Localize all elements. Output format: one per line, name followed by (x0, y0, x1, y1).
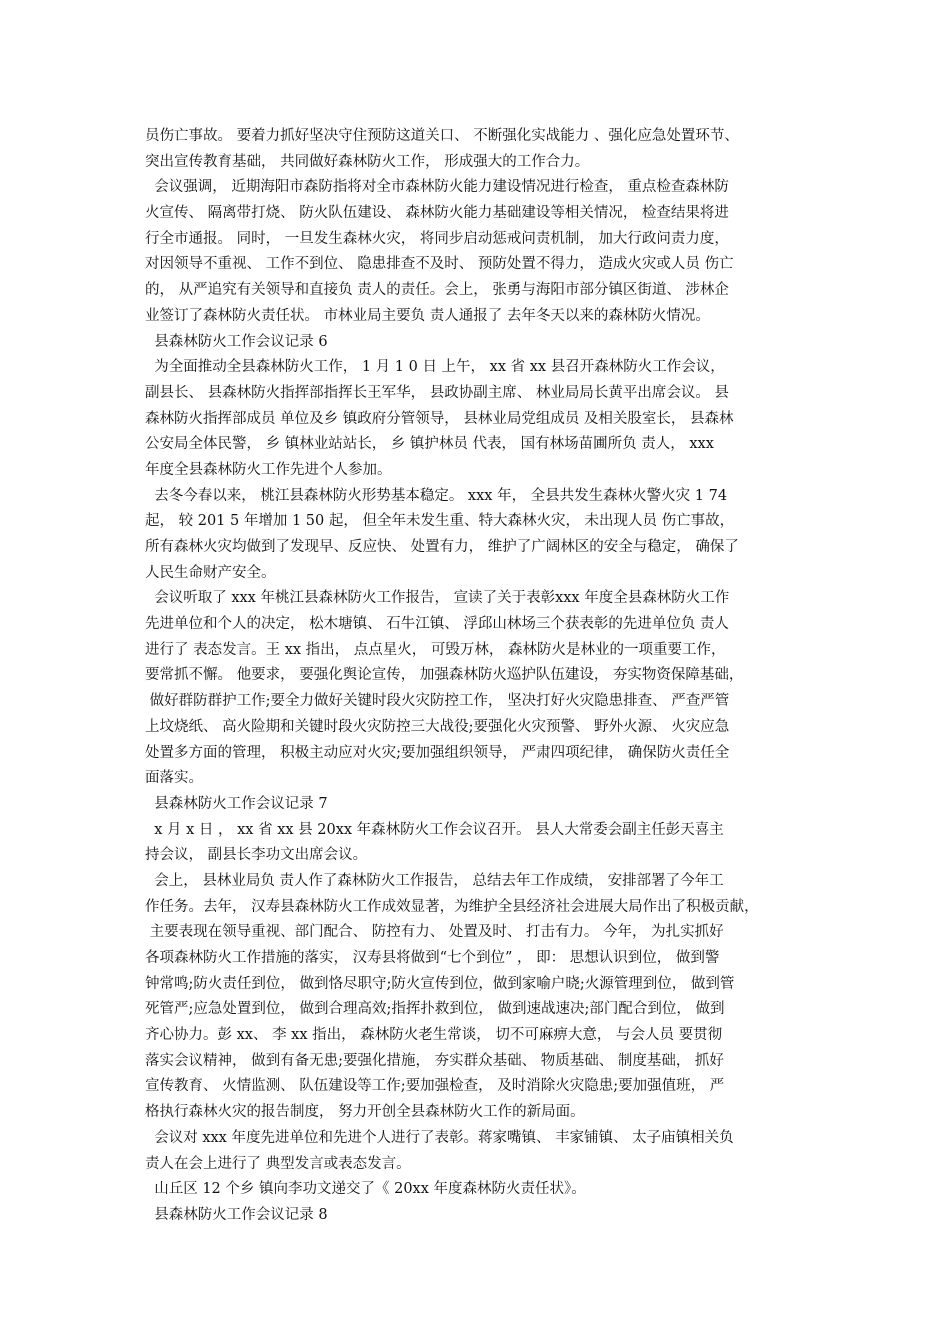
text-line: 先进单位和个人的决定， 松木塘镇、 石牛江镇、 浮邱山林场三个获表彰的先进单位负 责人 (145, 616, 729, 633)
text-line: 山丘区 12 个乡 镇向李功文递交了《 20xx 年度森林防火责任状》。 (145, 1181, 586, 1198)
text-line: 去冬今春以来， 桃江县森林防火形势基本稳定。 xxx 年， 全县共发生森林火警火灾 1 74 (145, 487, 728, 504)
document-body (145, 124, 817, 1229)
text-line: 各项森林防火工作措施的落实， 汉寿县将做到“七个到位” ， 即： 思想认识到位， 做到警 (145, 950, 720, 966)
text-line: 处置多方面的管理， 积极主动应对火灾;要加强组织领导， 严肃四项纪律， 确保防火责任全 (145, 744, 730, 761)
text-line: 人民生命财产安全。 (145, 564, 276, 581)
text-line: 齐心协力。彭 xx、 李 xx 指出， 森林防火老生常谈， 切不可麻痹大意， 与会人员 要贯彻 (145, 1027, 723, 1044)
section-heading: 县森林防火工作会议记录 7 (145, 795, 328, 812)
text-line: 会议听取了 xxx 年桃江县森林防火工作报告， 宣读了关于表彰xxx 年度全县森林防火工作 (145, 590, 730, 607)
text-line: 进行了 表态发言。王 xx 指出， 点点星火， 可毁万林， 森林防火是林业的一项重要工作， (145, 641, 726, 658)
text-line: 员伤亡事故。 要着力抓好坚决守住预防这道关口、 不断强化实战能力 、强化应急处置环节、 (145, 128, 739, 144)
text-line: 宣传教育、 火情监测、 队伍建设等工作;要加强检查， 及时消除火灾隐患;要加强值班， 严 (145, 1078, 725, 1095)
text-line: 突出宣传教育基础， 共同做好森林防火工作， 形成强大的工作合力。 (145, 153, 590, 170)
text-line: 行全市通报。 同时， 一旦发生森林火灾， 将同步启动惩戒问责机制， 加大行政问责力度， (145, 230, 729, 247)
text-line: 作任务。去年， 汉寿县森林防火工作成效显著，为维护全县经济社会进展大局作出了积极贡献， (145, 898, 759, 915)
text-line: 落实会议精神， 做到有备无患;要强化措施， 夯实群众基础、 物质基础、 制度基础， 抓好 (145, 1052, 724, 1069)
text-line: 副县长、 县森林防火指挥部指挥长王军华， 县政协副主席、 林业局局长黄平出席会议。 县 (145, 384, 729, 401)
text-line: 会上， 县林业局负 责人作了森林防火工作报告， 总结去年工作成绩， 安排部署了今年工 (145, 872, 724, 889)
text-line: 持会议， 副县长李功文出席会议。 (145, 847, 368, 864)
text-line: 的， 从严追究有关领导和直接负 责人的责任。会上， 张勇与海阳市部分镇区街道、 涉林企 (145, 282, 729, 299)
text-line: 对因领导不重视、 工作不到位、 隐患排查不及时、 预防处置不得力， 造成火灾或人员 伤亡 (145, 256, 734, 273)
section-heading: 县森林防火工作会议记录 6 (145, 333, 328, 350)
text-line: 起， 较 201 5 年增加 1 50 起， 但全年未发生重、特大森林火灾， 未出现人员 伤亡事故， (145, 513, 735, 530)
text-line: 业签订了森林防火责任状。 市林业局主要负 责人通报了 去年冬天以来的森林防火情况。 (145, 307, 710, 324)
text-line: 主要表现在领导重视、部门配合、 防控有力、 处置及时、 打击有力。 今年， 为扎实抓好 (145, 924, 724, 941)
text-line: 年度全县森林防火工作先进个人参加。 (145, 461, 392, 478)
text-line: 森林防火指挥部成员 单位及乡 镇政府分管领导， 县林业局党组成员 及相关股室长， 县森林 (145, 410, 734, 427)
text-line: 责人在会上进行了 典型发言或表态发言。 (145, 1155, 411, 1172)
text-line: 死管严;应急处置到位， 做到合理高效;指挥扑救到位， 做到速战速决;部门配合到位， 做到 (145, 1001, 725, 1018)
text-line: 要常抓不懈。 他要求， 要强化舆论宣传， 加强森林防火巡护队伍建设， 夯实物资保障基础， (145, 667, 744, 684)
text-line: 为全面推动全县森林防火工作， 1 月 1 0 日 上午， xx 省 xx 县召开森林防火工作会议， (145, 359, 725, 376)
text-line: 上坟烧纸、 高火险期和关键时段火灾防控三大战役;要强化火灾预警、 野外火源、 火灾应急 (145, 718, 730, 735)
text-line: 钟常鸣;防火责任到位， 做到恪尽职守;防火宣传到位，做到家喻户晓;火源管理到位， 做到管 (145, 975, 735, 992)
text-line: 格执行森林火灾的报告制度， 努力开创全县森林防火工作的新局面。 (145, 1104, 585, 1121)
text-line: 面落实。 (145, 770, 203, 787)
text-line: 所有森林火灾均做到了发现早、反应快、 处置有力， 维护了广阔林区的安全与稳定， 确保了 (145, 539, 739, 555)
text-line: 会议对 xxx 年度先进单位和先进个人进行了表彰。蒋家嘴镇、 丰家铺镇、 太子庙镇相关负 (145, 1129, 734, 1146)
text-line: 做好群防群护工作;要全力做好关键时段火灾防控工作， 坚决打好火灾隐患排查、 严查严管 (145, 693, 730, 710)
section-heading: 县森林防火工作会议记录 8 (145, 1206, 328, 1223)
text-line: x 月 x 日 ， xx 省 xx 县 20xx 年森林防火工作会议召开。 县人大常委会副主任彭天喜主 (145, 821, 724, 838)
text-line: 火宣传、 隔离带打烧、 防火队伍建设、 森林防火能力基础建设等相关情况， 检查结果将进 (145, 205, 729, 222)
text-line: 公安局全体民警， 乡 镇林业站站长， 乡 镇护林员 代表， 国有林场苗圃所负 责人， xxx (145, 436, 714, 453)
text-line: 会议强调， 近期海阳市森防指将对全市森林防火能力建设情况进行检查， 重点检查森林防 (145, 179, 729, 196)
